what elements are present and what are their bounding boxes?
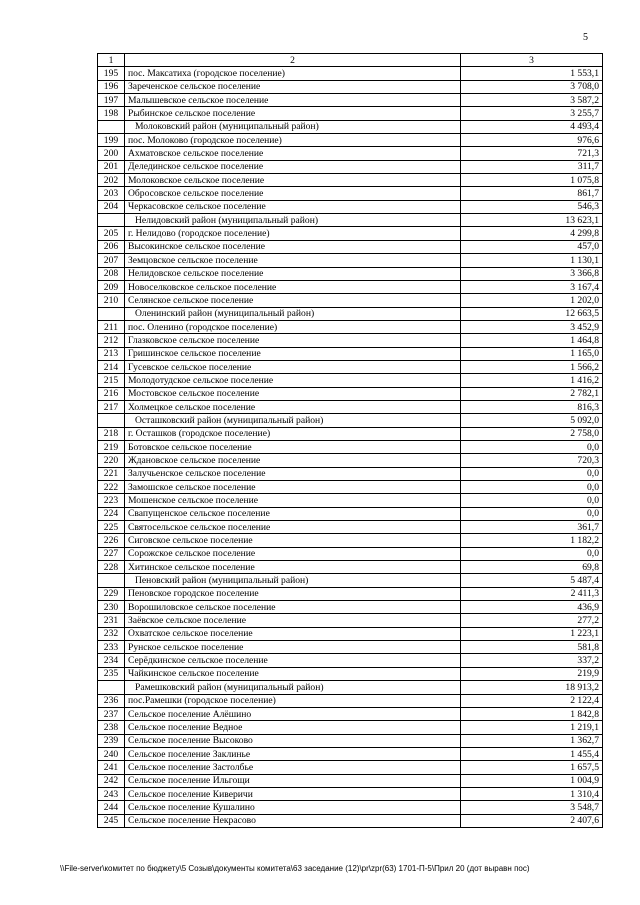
table-row [98,334,603,347]
row-name: Хитинское сельское поселение [125,561,461,574]
table-row [98,587,603,600]
row-number: 205 [98,227,125,240]
table-row [98,481,603,494]
row-name: Рамешковский район (муниципальный район) [125,681,461,694]
table-row [98,427,603,440]
row-name: Ждановское сельское поселение [125,454,461,467]
table-row [98,267,603,280]
row-name: Пеновский район (муниципальный район) [125,574,461,587]
row-value: 1 223,1 [461,627,603,640]
row-number: 245 [98,814,125,827]
row-name: Замошское сельское поселение [125,481,461,494]
table-row [98,641,603,654]
row-name: пос. Молоково (городское поселение) [125,134,461,147]
row-value: 0,0 [461,467,603,480]
table-row [98,294,603,307]
table-row [98,94,603,107]
table-row [98,240,603,253]
row-value: 69,8 [461,561,603,574]
row-number [98,307,125,320]
row-value: 2 758,0 [461,427,603,440]
row-value: 976,6 [461,134,603,147]
row-number: 200 [98,147,125,160]
row-number: 213 [98,347,125,360]
table-row [98,721,603,734]
row-value: 0,0 [461,547,603,560]
table-row [98,814,603,827]
row-number: 214 [98,360,125,373]
row-name: Охватское сельское поселение [125,627,461,640]
row-value: 0,0 [461,494,603,507]
row-number [98,681,125,694]
row-name: Нелидовское сельское поселение [125,267,461,280]
row-number: 206 [98,240,125,253]
row-name: пос. Оленино (городское поселение) [125,320,461,333]
row-name: Гусевское сельское поселение [125,360,461,373]
row-number: 216 [98,387,125,400]
row-name: Сиговское сельское поселение [125,534,461,547]
row-value: 581,8 [461,641,603,654]
row-name: Сельское поселение Высоково [125,734,461,747]
row-value: 277,2 [461,614,603,627]
table-row [98,360,603,373]
table-row [98,107,603,120]
page-number: 5 [583,32,588,43]
row-value: 1 310,4 [461,787,603,800]
row-name: Делединское сельское поселение [125,160,461,173]
table-row [98,320,603,333]
row-number: 231 [98,614,125,627]
table-row [98,467,603,480]
row-name: Высокинское сельское поселение [125,240,461,253]
row-value: 5 487,4 [461,574,603,587]
row-number: 204 [98,200,125,213]
row-number: 202 [98,174,125,187]
district-row [98,307,603,320]
table-row [98,494,603,507]
row-name: Святосельское сельское поселение [125,521,461,534]
row-name: Серёдкинское сельское поселение [125,654,461,667]
row-value: 1 004,9 [461,774,603,787]
table-row [98,774,603,787]
row-number: 215 [98,374,125,387]
table-row [98,667,603,680]
row-name: Черкасовское сельское поселение [125,200,461,213]
row-value: 3 366,8 [461,267,603,280]
table-row [98,454,603,467]
table-row [98,547,603,560]
row-value: 0,0 [461,440,603,453]
table-row [98,507,603,520]
table-row [98,734,603,747]
row-number: 209 [98,280,125,293]
row-value: 457,0 [461,240,603,253]
row-value: 1 075,8 [461,174,603,187]
table-row [98,521,603,534]
row-name: Нелидовский район (муниципальный район) [125,214,461,227]
row-number: 224 [98,507,125,520]
row-name: Селянское сельское поселение [125,294,461,307]
row-name: Свапущенское сельское поселение [125,507,461,520]
row-name: пос. Максатиха (городское поселение) [125,67,461,80]
row-value: 1 842,8 [461,707,603,720]
table-row [98,254,603,267]
table-row [98,374,603,387]
row-name: пос.Рамешки (городское поселение) [125,694,461,707]
row-name: Земцовское сельское поселение [125,254,461,267]
row-name: Сельское поселение Ильгощи [125,774,461,787]
row-name: Сельское поселение Кушалино [125,801,461,814]
row-name: Ахматовское сельское поселение [125,147,461,160]
row-number: 241 [98,761,125,774]
row-number: 238 [98,721,125,734]
row-number: 196 [98,80,125,93]
row-number: 211 [98,320,125,333]
row-value: 2 411,3 [461,587,603,600]
row-number: 230 [98,601,125,614]
row-value: 2 407,6 [461,814,603,827]
table-row [98,347,603,360]
row-name: Ворошиловское сельское поселение [125,601,461,614]
row-name: Сорожское сельское поселение [125,547,461,560]
row-name: Гришинское сельское поселение [125,347,461,360]
row-number: 199 [98,134,125,147]
row-number: 235 [98,667,125,680]
table-row [98,200,603,213]
row-number: 218 [98,427,125,440]
table-row [98,707,603,720]
table-row [98,801,603,814]
row-value: 3 452,9 [461,320,603,333]
row-name: Сельское поселение Застолбье [125,761,461,774]
row-value: 3 708,0 [461,80,603,93]
row-number: 223 [98,494,125,507]
row-value: 1 202,0 [461,294,603,307]
row-number: 210 [98,294,125,307]
row-name: Молоковский район (муниципальный район) [125,120,461,133]
row-number: 197 [98,94,125,107]
row-number: 222 [98,481,125,494]
column-header-3: 3 [461,54,603,67]
district-row [98,120,603,133]
table-row [98,561,603,574]
column-header-2: 2 [125,54,461,67]
row-name: Сельское поселение Ведное [125,721,461,734]
table-row [98,67,603,80]
row-value: 721,3 [461,147,603,160]
row-number [98,414,125,427]
district-row [98,574,603,587]
table-row [98,534,603,547]
row-name: г. Нелидово (городское поселение) [125,227,461,240]
row-name: Сельское поселение Заклинье [125,747,461,760]
row-number: 220 [98,454,125,467]
table-row [98,227,603,240]
row-value: 1 553,1 [461,67,603,80]
file-path-footer: \\File-server\комитет по бюджету\5 Созыв\документы комитета\63 заседание (12)\pr\zpr(63) 1701-П-5\Прил 20 (дот выравн пос) [60,864,530,873]
row-name: Ботовское сельское поселение [125,440,461,453]
row-name: Молоковское сельское поселение [125,174,461,187]
row-value: 720,3 [461,454,603,467]
row-name: Малышевское сельское поселение [125,94,461,107]
row-value: 361,7 [461,521,603,534]
table-row [98,761,603,774]
row-name: Сельское поселение Алёшино [125,707,461,720]
row-name: Глазковское сельское поселение [125,334,461,347]
row-value: 337,2 [461,654,603,667]
row-name: Заёвское сельское поселение [125,614,461,627]
row-value: 5 092,0 [461,414,603,427]
row-value: 1 182,2 [461,534,603,547]
row-value: 13 623,1 [461,214,603,227]
row-name: Рыбинское сельское поселение [125,107,461,120]
table-row [98,654,603,667]
table-row [98,134,603,147]
row-value: 1 566,2 [461,360,603,373]
row-number: 234 [98,654,125,667]
row-value: 4 299,8 [461,227,603,240]
table-row [98,187,603,200]
row-number: 225 [98,521,125,534]
table-row [98,440,603,453]
row-name: Чайкинское сельское поселение [125,667,461,680]
row-number: 236 [98,694,125,707]
row-number: 243 [98,787,125,800]
row-value: 861,7 [461,187,603,200]
row-number: 239 [98,734,125,747]
row-value: 1 130,1 [461,254,603,267]
district-row [98,214,603,227]
row-number: 232 [98,627,125,640]
table-header-row [98,54,603,67]
row-name: Сельское поселение Киверичи [125,787,461,800]
table-row [98,174,603,187]
row-name: Молодотудское сельское поселение [125,374,461,387]
table-row [98,160,603,173]
row-name: Рунское сельское поселение [125,641,461,654]
row-number: 221 [98,467,125,480]
row-number: 244 [98,801,125,814]
table-row [98,614,603,627]
table-row [98,280,603,293]
row-number: 201 [98,160,125,173]
row-value: 1 657,5 [461,761,603,774]
table-row [98,400,603,413]
row-number: 227 [98,547,125,560]
table-row [98,601,603,614]
row-value: 311,7 [461,160,603,173]
row-value: 1 416,2 [461,374,603,387]
table-row [98,747,603,760]
row-value: 816,3 [461,400,603,413]
district-row [98,414,603,427]
table-row [98,787,603,800]
row-value: 1 219,1 [461,721,603,734]
row-name: Новоселковское сельское поселение [125,280,461,293]
table-row [98,80,603,93]
row-name: Оленинский район (муниципальный район) [125,307,461,320]
row-number: 217 [98,400,125,413]
row-number: 233 [98,641,125,654]
row-value: 1 464,8 [461,334,603,347]
row-number [98,120,125,133]
row-name: Пеновское городское поселение [125,587,461,600]
table-row [98,627,603,640]
row-value: 1 362,7 [461,734,603,747]
row-name: Обросовское сельское поселение [125,187,461,200]
row-value: 1 455,4 [461,747,603,760]
row-number: 198 [98,107,125,120]
row-name: г. Осташков (городское поселение) [125,427,461,440]
district-row [98,681,603,694]
budget-table [97,53,603,828]
table-row [98,387,603,400]
row-value: 3 587,2 [461,94,603,107]
row-number: 237 [98,707,125,720]
row-value: 4 493,4 [461,120,603,133]
row-name: Зареченское сельское поселение [125,80,461,93]
row-name: Холмецкое сельское поселение [125,400,461,413]
row-value: 2 782,1 [461,387,603,400]
row-name: Мошенское сельское поселение [125,494,461,507]
table-row [98,694,603,707]
row-name: Сельское поселение Некрасово [125,814,461,827]
row-number [98,574,125,587]
row-name: Залучьенское сельское поселение [125,467,461,480]
row-value: 3 167,4 [461,280,603,293]
row-value: 3 548,7 [461,801,603,814]
row-number: 242 [98,774,125,787]
row-number: 208 [98,267,125,280]
row-number: 203 [98,187,125,200]
column-header-1: 1 [98,54,125,67]
row-value: 12 663,5 [461,307,603,320]
row-name: Мостовское сельское поселение [125,387,461,400]
row-value: 0,0 [461,507,603,520]
row-value: 546,3 [461,200,603,213]
row-value: 219,9 [461,667,603,680]
row-value: 0,0 [461,481,603,494]
row-name: Осташковский район (муниципальный район) [125,414,461,427]
row-number: 207 [98,254,125,267]
row-number: 240 [98,747,125,760]
row-value: 2 122,4 [461,694,603,707]
row-value: 1 165,0 [461,347,603,360]
row-number: 219 [98,440,125,453]
row-value: 436,9 [461,601,603,614]
row-number: 195 [98,67,125,80]
row-number: 228 [98,561,125,574]
row-value: 18 913,2 [461,681,603,694]
row-number: 229 [98,587,125,600]
row-number: 212 [98,334,125,347]
row-number: 226 [98,534,125,547]
table-row [98,147,603,160]
row-value: 3 255,7 [461,107,603,120]
row-number [98,214,125,227]
